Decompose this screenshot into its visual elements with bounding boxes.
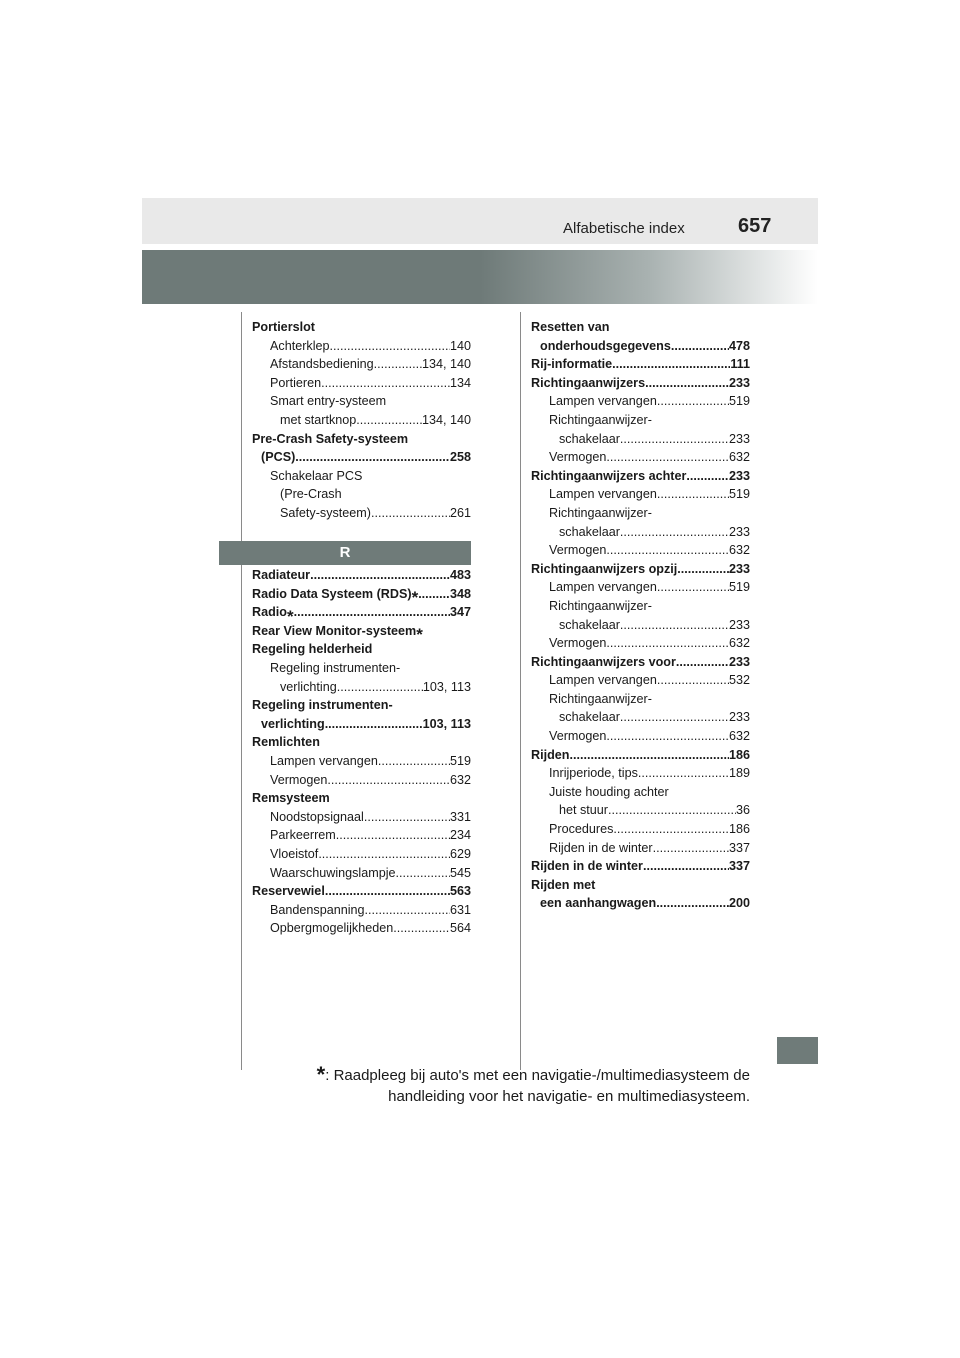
index-entry bbox=[531, 727, 750, 746]
column-divider-middle bbox=[520, 312, 521, 1070]
entry-page-number: 189 bbox=[728, 766, 750, 781]
entry-page-number: 478 bbox=[728, 338, 750, 353]
entry-term: Safety-systeem) bbox=[280, 505, 371, 520]
index-entry bbox=[531, 671, 750, 690]
entry-term: Inrijperiode, tips bbox=[549, 766, 638, 781]
index-entry bbox=[252, 640, 471, 659]
entry-term: schakelaar bbox=[559, 431, 620, 446]
index-entry bbox=[252, 845, 471, 864]
index-entry bbox=[531, 783, 750, 802]
index-entry bbox=[252, 430, 471, 449]
dot-leader bbox=[606, 634, 729, 653]
entry-page-number: 103, 113 bbox=[422, 716, 471, 731]
dot-leader bbox=[620, 523, 729, 542]
dot-leader bbox=[371, 504, 450, 523]
entry-term: Portieren bbox=[270, 375, 322, 390]
entry-page-number: 629 bbox=[449, 846, 471, 861]
entry-page-number: 134 bbox=[449, 375, 471, 390]
dot-leader bbox=[686, 467, 729, 486]
index-entry bbox=[252, 901, 471, 920]
index-entry bbox=[252, 678, 471, 697]
entry-term: (PCS) bbox=[261, 450, 296, 465]
dot-leader bbox=[643, 857, 729, 876]
entry-term: het stuur bbox=[559, 803, 609, 818]
index-entry bbox=[531, 411, 750, 430]
entry-term: onderhoudsgegevens bbox=[540, 338, 671, 353]
entry-term: Bandenspanning bbox=[270, 902, 365, 917]
index-entry bbox=[531, 467, 750, 486]
entry-term: Remlichten bbox=[252, 735, 320, 750]
dot-leader bbox=[325, 882, 450, 901]
entry-term: Lampen vervangen bbox=[549, 580, 657, 595]
dot-leader bbox=[638, 764, 729, 783]
entry-page-number: 134, 140 bbox=[421, 357, 471, 372]
entry-page-number: 348 bbox=[449, 586, 471, 601]
entry-term: Rijden bbox=[531, 747, 570, 762]
entry-term: schakelaar bbox=[559, 524, 620, 539]
index-column-left-r bbox=[252, 566, 471, 938]
index-entry bbox=[531, 541, 750, 560]
dot-leader bbox=[620, 616, 729, 635]
index-entry bbox=[252, 504, 471, 523]
index-entry bbox=[531, 876, 750, 895]
entry-page-number: 186 bbox=[728, 747, 750, 762]
entry-term: Radiateur bbox=[252, 568, 311, 582]
entry-term: Pre-Crash Safety-systeem bbox=[252, 431, 409, 446]
entry-term: Remsysteem bbox=[252, 791, 330, 806]
column-divider-left bbox=[241, 312, 242, 1070]
dot-leader bbox=[676, 653, 729, 672]
entry-page-number: 632 bbox=[728, 543, 750, 558]
index-entry bbox=[252, 919, 471, 938]
index-entry bbox=[531, 560, 750, 579]
entry-term: Lampen vervangen bbox=[549, 487, 657, 502]
dot-leader bbox=[393, 919, 450, 938]
dot-leader bbox=[657, 392, 729, 411]
entry-term: Rijden met bbox=[531, 877, 596, 892]
entry-term: Richtingaanwijzers voor bbox=[531, 654, 676, 669]
index-entry bbox=[252, 882, 471, 901]
entry-term: verlichting bbox=[280, 679, 337, 694]
index-group-r-continued bbox=[531, 318, 750, 913]
dot-leader bbox=[657, 671, 729, 690]
entry-page-number: 233 bbox=[728, 524, 750, 539]
entry-term: Lampen vervangen bbox=[549, 394, 657, 409]
entry-page-number: 545 bbox=[449, 865, 471, 880]
index-entry bbox=[252, 752, 471, 771]
index-column-left bbox=[252, 318, 471, 523]
header-gradient-band bbox=[142, 250, 818, 304]
entry-term: Reservewiel bbox=[252, 884, 325, 899]
index-entry bbox=[531, 374, 750, 393]
asterisk-marker: * bbox=[416, 625, 423, 645]
index-entry bbox=[252, 864, 471, 883]
entry-page-number: 632 bbox=[449, 772, 471, 787]
index-entry bbox=[531, 318, 750, 337]
entry-term: Resetten van bbox=[531, 320, 610, 334]
index-entry bbox=[252, 715, 471, 734]
index-entry bbox=[531, 764, 750, 783]
entry-term: Vermogen bbox=[270, 772, 328, 787]
index-entry bbox=[252, 826, 471, 845]
entry-term: Schakelaar PCS bbox=[270, 468, 363, 483]
entry-term: Afstandsbediening bbox=[270, 357, 374, 372]
entry-term: Waarschuwingslampje bbox=[270, 865, 396, 880]
entry-page-number: 258 bbox=[449, 450, 471, 465]
entry-term: Vermogen bbox=[549, 729, 607, 744]
footnote bbox=[306, 1064, 750, 1107]
page-title: Alfabetische index bbox=[563, 220, 685, 237]
section-letter-heading: R bbox=[219, 541, 471, 565]
dot-leader bbox=[657, 485, 729, 504]
entry-page-number: 519 bbox=[728, 487, 750, 502]
dot-leader bbox=[294, 603, 450, 622]
index-entry bbox=[531, 337, 750, 356]
entry-term: Opbergmogelijkheden bbox=[270, 921, 394, 936]
index-entry bbox=[252, 485, 471, 504]
index-entry bbox=[531, 392, 750, 411]
index-entry bbox=[531, 634, 750, 653]
dot-leader bbox=[337, 678, 423, 697]
entry-term: Vermogen bbox=[549, 636, 607, 651]
entry-page-number: 337 bbox=[728, 859, 750, 874]
entry-term: Parkeerrem bbox=[270, 828, 336, 843]
index-group-r bbox=[252, 566, 471, 938]
entry-term: Rijden in de winter bbox=[531, 859, 643, 874]
dot-leader bbox=[569, 746, 729, 765]
entry-term: Radio bbox=[252, 605, 287, 620]
entry-page-number: 234 bbox=[449, 828, 471, 843]
dot-leader bbox=[677, 560, 729, 579]
index-entry bbox=[252, 566, 471, 585]
dot-leader bbox=[613, 820, 729, 839]
entry-term: Procedures bbox=[549, 822, 614, 837]
index-entry bbox=[252, 603, 471, 626]
entry-term: Rear View Monitor-systeem bbox=[252, 623, 417, 638]
entry-term: Lampen vervangen bbox=[549, 673, 657, 688]
dot-leader bbox=[310, 566, 450, 585]
entry-page-number: 519 bbox=[449, 753, 471, 768]
index-entry bbox=[252, 622, 471, 645]
dot-leader bbox=[356, 411, 422, 430]
entry-page-number: 347 bbox=[449, 605, 471, 620]
index-entry bbox=[252, 696, 471, 715]
entry-term: Regeling helderheid bbox=[252, 642, 373, 657]
entry-page-number: 632 bbox=[728, 729, 750, 744]
dot-leader bbox=[330, 337, 450, 356]
index-entry bbox=[252, 808, 471, 827]
dot-leader bbox=[418, 585, 450, 604]
index-entry bbox=[531, 653, 750, 672]
index-entry bbox=[531, 801, 750, 820]
index-entry bbox=[252, 585, 471, 608]
entry-page-number: 186 bbox=[728, 822, 750, 837]
index-entry bbox=[252, 355, 471, 374]
entry-term: Lampen vervangen bbox=[270, 753, 378, 768]
index-entry bbox=[531, 690, 750, 709]
dot-leader bbox=[620, 430, 729, 449]
entry-term: schakelaar bbox=[559, 710, 620, 725]
entry-page-number: 337 bbox=[728, 840, 750, 855]
chapter-tab bbox=[777, 1037, 818, 1064]
entry-term: Richtingaanwijzers achter bbox=[531, 468, 687, 483]
entry-term: schakelaar bbox=[559, 617, 620, 632]
index-entry bbox=[531, 355, 750, 374]
index-entry bbox=[531, 523, 750, 542]
asterisk-marker: * bbox=[286, 606, 294, 626]
dot-leader bbox=[606, 541, 729, 560]
index-entry bbox=[531, 839, 750, 858]
dot-leader bbox=[671, 337, 729, 356]
entry-page-number: 631 bbox=[449, 902, 471, 917]
entry-term: Richtingaanwijzers opzij bbox=[531, 561, 678, 576]
entry-term: Vermogen bbox=[549, 450, 607, 465]
entry-page-number: 233 bbox=[728, 561, 750, 576]
entry-page-number: 233 bbox=[728, 431, 750, 446]
entry-term: verlichting bbox=[261, 716, 325, 731]
index-entry bbox=[252, 659, 471, 678]
entry-term: Richtingaanwijzer- bbox=[549, 691, 652, 706]
entry-term: Regeling instrumenten- bbox=[270, 660, 401, 675]
entry-term: Richtingaanwijzer- bbox=[549, 412, 652, 427]
dot-leader bbox=[336, 826, 450, 845]
entry-page-number: 331 bbox=[449, 809, 471, 824]
dot-leader bbox=[608, 801, 736, 820]
entry-term: Smart entry-systeem bbox=[270, 394, 387, 409]
index-entry bbox=[531, 597, 750, 616]
entry-term: met startknop bbox=[280, 412, 357, 427]
dot-leader bbox=[606, 727, 729, 746]
dot-leader bbox=[653, 839, 729, 858]
index-entry bbox=[531, 894, 750, 913]
index-entry bbox=[531, 578, 750, 597]
index-entry bbox=[252, 733, 471, 752]
entry-page-number: 564 bbox=[449, 921, 471, 936]
entry-page-number: 261 bbox=[449, 505, 471, 520]
entry-term: Portierslot bbox=[252, 320, 315, 334]
entry-term: Noodstopsignaal bbox=[270, 809, 364, 824]
dot-leader bbox=[325, 715, 423, 734]
index-entry bbox=[252, 448, 471, 467]
dot-leader bbox=[318, 845, 450, 864]
entry-page-number: 233 bbox=[728, 710, 750, 725]
footnote-line-1: : Raadpleeg bij auto's met een navigatie-/multimediasysteem de bbox=[325, 1067, 750, 1084]
entry-page-number: 532 bbox=[728, 673, 750, 688]
dot-leader bbox=[365, 901, 450, 920]
footnote-line-2: handleiding voor het navigatie- en multimediasysteem. bbox=[388, 1088, 750, 1105]
index-entry bbox=[531, 857, 750, 876]
index-entry bbox=[252, 411, 471, 430]
dot-leader bbox=[656, 894, 729, 913]
dot-leader bbox=[327, 771, 450, 790]
entry-term: Richtingaanwijzers bbox=[531, 375, 646, 390]
dot-leader bbox=[620, 708, 729, 727]
entry-page-number: 519 bbox=[728, 394, 750, 409]
dot-leader bbox=[645, 374, 729, 393]
entry-page-number: 233 bbox=[728, 468, 750, 483]
dot-leader bbox=[374, 355, 422, 374]
index-entry bbox=[252, 374, 471, 393]
entry-term: Vloeistof bbox=[270, 846, 319, 861]
entry-page-number: 140 bbox=[449, 338, 471, 353]
index-entry bbox=[252, 318, 471, 337]
index-entry bbox=[252, 337, 471, 356]
index-entry bbox=[531, 430, 750, 449]
entry-term: Richtingaanwijzer- bbox=[549, 505, 652, 520]
entry-term: Juiste houding achter bbox=[549, 784, 669, 799]
index-entry bbox=[252, 392, 471, 411]
entry-page-number: 200 bbox=[728, 896, 750, 911]
index-column-right bbox=[531, 318, 750, 913]
dot-leader bbox=[295, 448, 450, 467]
dot-leader bbox=[657, 578, 729, 597]
index-entry bbox=[531, 616, 750, 635]
index-entry bbox=[531, 485, 750, 504]
entry-page-number: 111 bbox=[730, 357, 750, 372]
entry-page-number: 632 bbox=[728, 450, 750, 465]
dot-leader bbox=[321, 374, 450, 393]
entry-page-number: 519 bbox=[728, 580, 750, 595]
entry-page-number: 483 bbox=[449, 568, 471, 582]
index-entry bbox=[252, 771, 471, 790]
index-entry bbox=[531, 448, 750, 467]
dot-leader bbox=[364, 808, 450, 827]
entry-page-number: 233 bbox=[728, 617, 750, 632]
footnote-asterisk: * bbox=[316, 1062, 326, 1087]
entry-term: Rijden in de winter bbox=[549, 840, 653, 855]
entry-page-number: 233 bbox=[728, 375, 750, 390]
index-entry bbox=[252, 789, 471, 808]
index-entry bbox=[531, 820, 750, 839]
entry-term: Richtingaanwijzer- bbox=[549, 598, 652, 613]
entry-term: Vermogen bbox=[549, 543, 607, 558]
entry-term: Rij-informatie bbox=[531, 357, 613, 372]
entry-page-number: 233 bbox=[728, 654, 750, 669]
index-entry bbox=[531, 746, 750, 765]
index-group-p bbox=[252, 318, 471, 523]
index-entry bbox=[531, 504, 750, 523]
page-number: 657 bbox=[738, 215, 772, 237]
entry-page-number: 36 bbox=[735, 803, 750, 818]
entry-term: een aanhangwagen bbox=[540, 896, 657, 911]
dot-leader bbox=[396, 864, 450, 883]
entry-page-number: 563 bbox=[449, 884, 471, 899]
entry-term: Regeling instrumenten- bbox=[252, 698, 393, 713]
dot-leader bbox=[612, 355, 730, 374]
entry-page-number: 134, 140 bbox=[421, 412, 471, 427]
index-entry bbox=[531, 708, 750, 727]
dot-leader bbox=[606, 448, 729, 467]
entry-term: Radio Data Systeem (RDS) bbox=[252, 586, 412, 601]
entry-term: (Pre-Crash bbox=[280, 487, 342, 502]
dot-leader bbox=[378, 752, 450, 771]
entry-term: Achterklep bbox=[270, 338, 330, 353]
entry-page-number: 103, 113 bbox=[422, 679, 471, 694]
asterisk-marker: * bbox=[411, 588, 419, 608]
index-entry bbox=[252, 467, 471, 486]
header-bar bbox=[142, 198, 818, 244]
entry-page-number: 632 bbox=[728, 636, 750, 651]
